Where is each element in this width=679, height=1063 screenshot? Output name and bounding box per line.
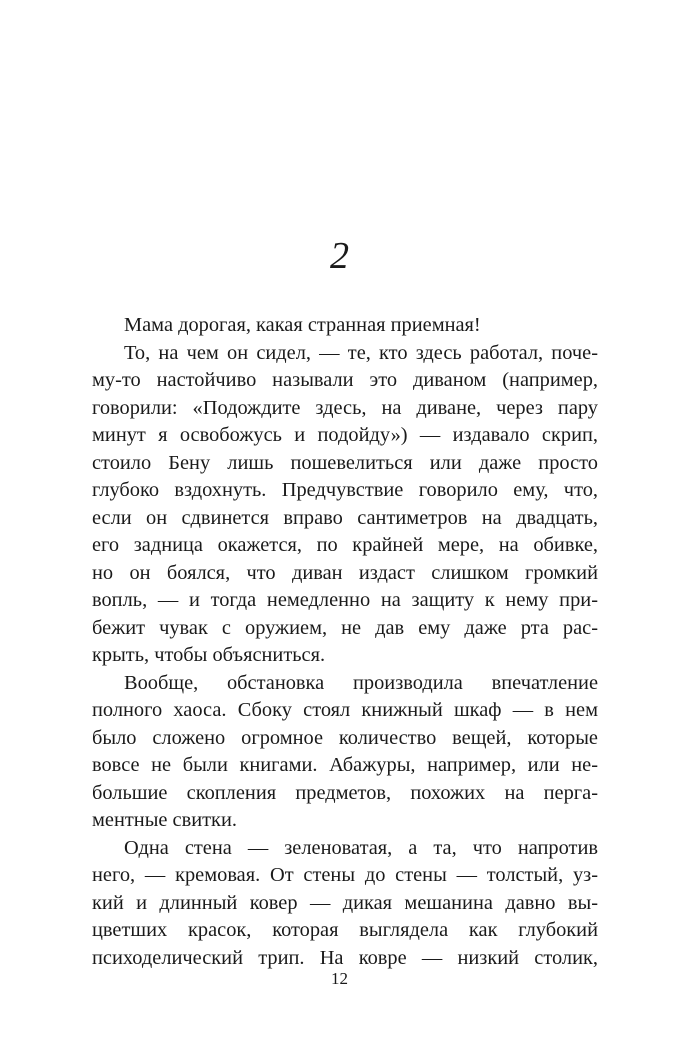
text-line: психоделический трип. На ковре — низкий столик, [92,946,598,969]
text-line: му-то настойчиво называли это диваном (например, [92,369,598,391]
text-line: большие скопления предметов, похожих на перга- [92,781,598,804]
paragraph [92,340,598,670]
text-line: Мама дорогая, какая странная приемная! [124,314,481,336]
text-line: кий и длинный ковер — дикая мешанина давно вы- [92,891,598,914]
text-line: стоило Бену лишь пошевелиться или даже просто [92,451,598,474]
text-line: бежит чувак с оружием, не дав ему даже рта рас- [92,616,598,639]
text-line: если он сдвинется вправо сантиметров на двадцать, [92,506,598,529]
text-line: вовсе не были книгами. Абажуры, например, или не- [92,754,598,776]
page-number: 12 [331,969,348,988]
text-line: минут я освобожусь и подойду») — издавало скрип, [92,424,598,446]
paragraph [92,670,598,835]
paragraph [92,835,598,973]
text-line: полного хаоса. Сбоку стоял книжный шкаф — в нем [92,699,598,721]
text-line: вопль, — и тогда немедленно на защиту к нему при- [92,589,598,611]
text-line: крыть, чтобы объясниться. [92,644,326,666]
text-line: было сложено огромное количество вещей, которые [92,726,598,749]
text-line: его задница окажется, по крайней мере, на обивке, [92,534,598,556]
text-line: говорили: «Подождите здесь, на диване, через пару [92,396,598,419]
body-text [92,312,598,972]
text-line: То, на чем он сидел, — те, кто здесь работал, поче- [124,341,598,364]
text-line: но он боялся, что диван издаст слишком громкий [92,561,598,584]
text-line: ментные свитки. [92,809,237,831]
text-line: Вообще, обстановка производила впечатление [124,671,598,694]
chapter-number: 2 [330,235,349,277]
text-line: глубоко вздохнуть. Предчувствие говорило ему, что, [92,479,598,501]
text-line: Одна стена — зеленоватая, а та, что напротив [124,836,598,859]
text-line: цветших красок, которая выглядела как глубокий [92,919,598,941]
paragraph [92,312,598,340]
text-line: него, — кремовая. От стены до стены — толстый, уз- [92,864,598,886]
